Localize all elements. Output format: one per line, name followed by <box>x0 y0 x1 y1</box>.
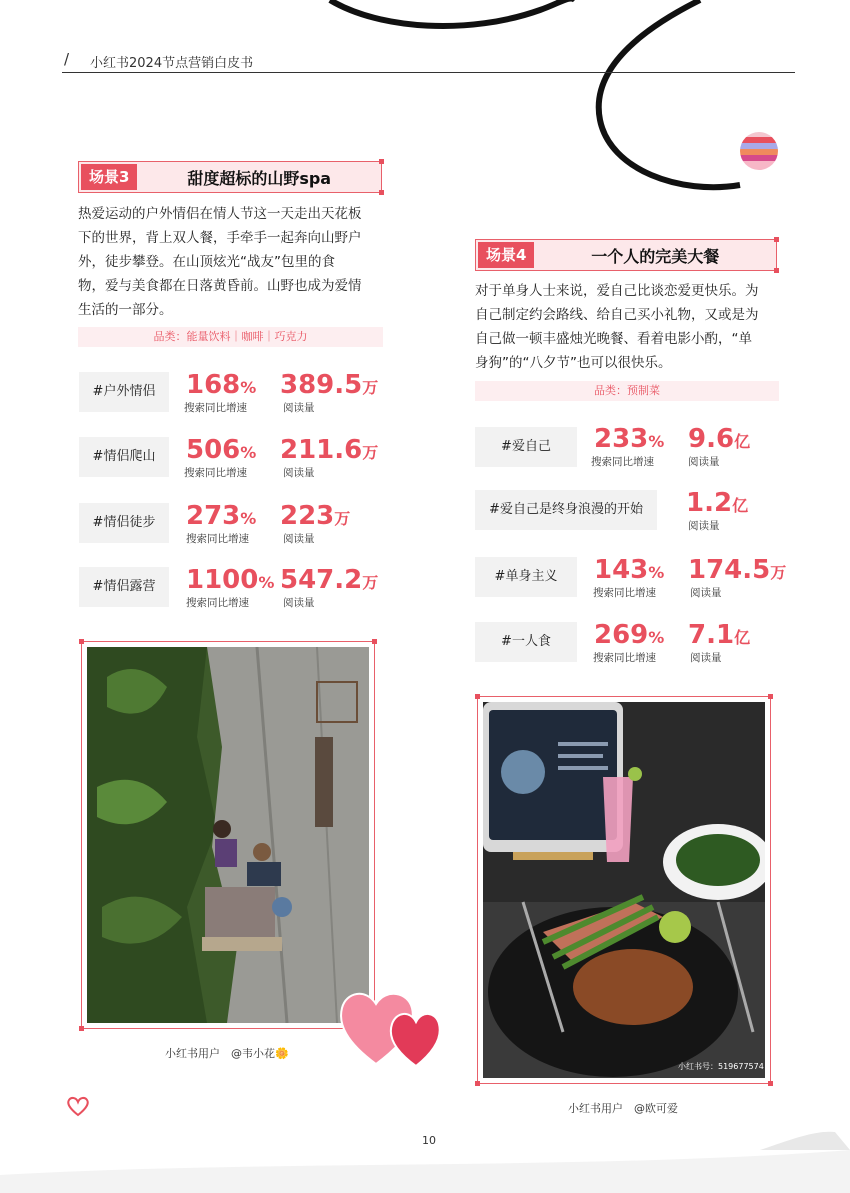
scene4-hashtag-2: #爱自己是终身浪漫的开始 <box>475 490 657 530</box>
scene4-title: 一个人的完美大餐 <box>591 246 720 266</box>
scene3-growth-2: 506% <box>186 435 257 465</box>
scene4-tag: 场景4 <box>478 242 534 268</box>
scene3-hashtag-1: #户外情侣 <box>79 372 169 412</box>
header-title: 小红书2024节点营销白皮书 <box>90 56 254 71</box>
cliff-couple-photo <box>87 647 369 1023</box>
scene4-caption: 小红书用户 @欧可爱 <box>568 1102 678 1115</box>
scene3-tag: 场景3 <box>81 164 137 190</box>
hearts-icon <box>336 982 446 1070</box>
scene3-growth-label-2: 搜索同比增速 <box>184 467 247 479</box>
scene3-reads-1: 389.5万 <box>280 370 379 400</box>
scene3-reads-3: 223万 <box>280 501 351 531</box>
scene4-hashtag-1: #爱自己 <box>475 427 577 467</box>
scene3-growth-1: 168% <box>186 370 257 400</box>
scene3-reads-2: 211.6万 <box>280 435 379 465</box>
scene3-reads-label-1: 阅读量 <box>283 402 315 414</box>
scene3-photo-frame <box>81 641 375 1029</box>
scene3-paragraph: 热爱运动的户外情侣在情人节这一天走出天花板 下的世界，背上双人餐，手牵手一起奔向山野户 外，徒步攀登。在山顶炫光“战友”包里的食 物，爱与美食都在日落黄昏前。山野也成为爱情 生活的一部分。 <box>78 206 362 318</box>
header-slash: / <box>64 50 70 68</box>
scene4-growth-label-3: 搜索同比增速 <box>593 587 656 599</box>
scene4-hashtag-3: #单身主义 <box>475 557 577 597</box>
scene3-caption: 小红书用户 @韦小花🌼 <box>165 1047 289 1060</box>
header-divider <box>62 72 795 73</box>
scene4-category: 品类：预制菜 <box>475 381 779 401</box>
scene4-growth-4: 269% <box>594 620 665 650</box>
scene3-reads-label-2: 阅读量 <box>283 467 315 479</box>
scene4-reads-label-1: 阅读量 <box>688 456 720 468</box>
page-number: 10 <box>422 1134 436 1147</box>
photo-watermark: 小红书号：519677574 <box>678 1062 764 1071</box>
scene4-title-box <box>475 239 777 271</box>
scene4-reads-label-3: 阅读量 <box>690 587 722 599</box>
scene3-hashtag-4: #情侣露营 <box>79 567 169 607</box>
scene3-growth-label-3: 搜索同比增速 <box>186 533 249 545</box>
scene3-hashtag-3: #情侣徒步 <box>79 503 169 543</box>
scene3-reads-label-3: 阅读量 <box>283 533 315 545</box>
scene3-hashtag-2: #情侣爬山 <box>79 437 169 477</box>
scene3-growth-label-4: 搜索同比增速 <box>186 597 249 609</box>
scene3-growth-3: 273% <box>186 501 257 531</box>
scene4-reads-4: 7.1亿 <box>688 620 751 650</box>
scene4-paragraph: 对于单身人士来说，爱自己比谈恋爱更快乐。为 自己制定约会路线、给自己买小礼物，又或是为 自己做一顿丰盛烛光晚餐、看着电影小酌，“单 身狗”的“八夕节”也可以很快乐。 <box>475 283 759 371</box>
scene4-hashtag-4: #一人食 <box>475 622 577 662</box>
scene3-title: 甜度超标的山野spa <box>187 168 332 188</box>
scene4-reads-2: 1.2亿 <box>686 488 749 518</box>
scene4-reads-1: 9.6亿 <box>688 424 751 454</box>
scene3-growth-label-1: 搜索同比增速 <box>184 402 247 414</box>
scene4-growth-1: 233% <box>594 424 665 454</box>
scene3-title-box <box>78 161 382 193</box>
small-heart-icon <box>66 1095 90 1117</box>
scene3-category: 品类：能量饮料｜咖啡｜巧克力 <box>78 327 383 347</box>
scene4-reads-label-4: 阅读量 <box>690 652 722 664</box>
scene4-growth-label-4: 搜索同比增速 <box>593 652 656 664</box>
striped-ball-icon <box>738 130 780 172</box>
scene4-reads-3: 174.5万 <box>688 555 787 585</box>
dinner-photo <box>483 702 765 1078</box>
scene3-reads-label-4: 阅读量 <box>283 597 315 609</box>
scene4-photo-frame <box>477 696 771 1084</box>
scene4-reads-label-2: 阅读量 <box>688 520 720 532</box>
scene3-reads-4: 547.2万 <box>280 565 379 595</box>
scene4-growth-3: 143% <box>594 555 665 585</box>
scene4-growth-label-1: 搜索同比增速 <box>591 456 654 468</box>
scene3-growth-4: 1100% <box>186 565 275 595</box>
